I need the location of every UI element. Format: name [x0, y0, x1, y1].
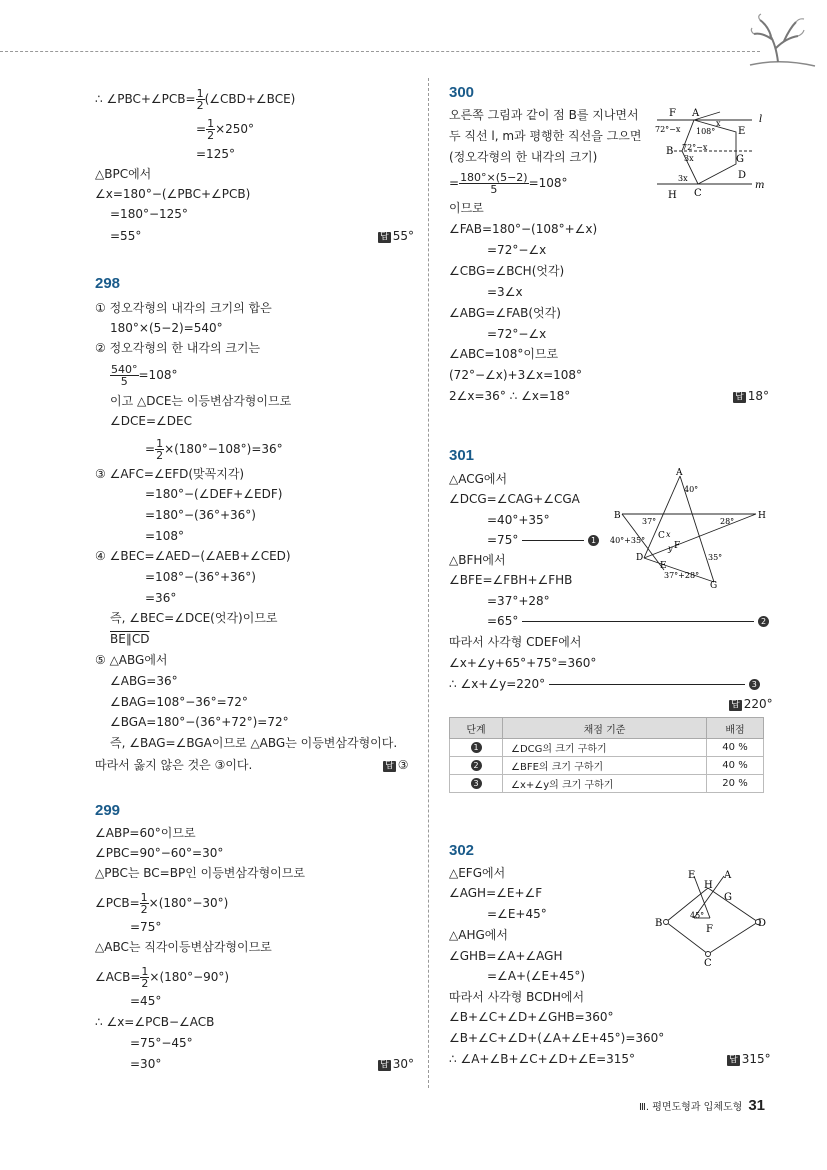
p298-line2: 180°×(5−2)=540° — [110, 321, 223, 335]
svg-text:E: E — [688, 870, 696, 881]
tree-illustration-icon — [740, 10, 820, 72]
scoring-table — [449, 717, 764, 793]
p298-line17: ⑤ △ABG에서 — [95, 653, 168, 667]
page-footer — [639, 1097, 765, 1114]
svg-text:40°+35°: 40°+35° — [610, 536, 646, 545]
p298-line21: 즉, ∠BAG=∠BGA이므로 △ABG는 이등변삼각형이다. — [110, 736, 398, 750]
p299-line3: △PBC는 BC=BP인 이등변삼각형이므로 — [95, 866, 305, 880]
svg-text:x: x — [666, 530, 671, 539]
p298-line11: =108° — [145, 529, 184, 543]
svg-text:H: H — [758, 511, 766, 521]
problem-number-301: 301 — [449, 447, 475, 464]
p301-line10: ∠x+∠y+65°+75°=360° — [449, 656, 597, 670]
p298-line6: ∠DCE=∠DEC — [110, 414, 192, 428]
p300-line3: (정오각형의 한 내각의 크기) — [449, 150, 598, 164]
column-divider — [428, 78, 429, 1088]
p298-line15: 즉, ∠BEC=∠DCE(엇각)이므로 — [110, 611, 278, 625]
table-cell-score: 40 % — [707, 739, 764, 757]
p301-line7: =37°+28° — [487, 594, 550, 608]
p302-line1: △EFG에서 — [449, 866, 506, 880]
p298-line8: ③ ∠AFC=∠EFD(맞꼭지각) — [95, 467, 245, 481]
p300-line2: 두 직선 l, m과 평행한 직선을 그으면 — [449, 129, 642, 143]
p302-line5: ∠GHB=∠A+∠AGH — [449, 949, 563, 963]
p300-line4: = $\frac{180^\circ\times(5-2)}{5}$ =108° — [449, 171, 568, 196]
p300-line12: ∠ABC=108°이므로 — [449, 347, 559, 361]
svg-text:G: G — [736, 154, 744, 165]
p300-line9: =3∠x — [487, 285, 523, 299]
star-angle-diagram — [608, 466, 768, 590]
step-badge: 3 — [471, 778, 482, 789]
p297-line2: = $\frac{1}{2}$ ×250° — [196, 117, 255, 142]
p300-line1: 오른쪽 그림과 같이 점 B를 지나면서 — [449, 108, 639, 122]
p299-line2: ∠PBC=90°−60°=30° — [95, 846, 224, 860]
p298-line20: ∠BGA=180°−(36°+72°)=72° — [110, 715, 289, 729]
p297-answer: 답 55° — [380, 229, 414, 243]
p301-line3: =40°+35° — [487, 513, 550, 527]
svg-text:D: D — [738, 170, 747, 181]
p301-line1: △ACG에서 — [449, 472, 508, 486]
p299-line6: △ABC는 직각이등변삼각형이므로 — [95, 940, 272, 954]
svg-text:G: G — [724, 892, 732, 903]
p302-line6: =∠A+(∠E+45°) — [487, 969, 586, 983]
page-number: 31 — [748, 1097, 765, 1114]
svg-text:72°−x: 72°−x — [655, 125, 681, 134]
table-cell-criterion: ∠x+∠y의 크기 구하기 — [503, 775, 707, 793]
p300-line5: 이므로 — [449, 201, 484, 215]
p298-answer: 답 ③ — [385, 758, 409, 772]
table-cell-score: 20 % — [707, 775, 764, 793]
step-badge: 2 — [471, 760, 482, 771]
p301-line6: ∠BFE=∠FBH+∠FHB — [449, 573, 573, 587]
table-cell-criterion: ∠DCG의 크기 구하기 — [503, 739, 707, 757]
svg-text:B: B — [666, 146, 674, 157]
p298-line18: ∠ABG=36° — [110, 674, 178, 688]
p299-line9: ∴ ∠x=∠PCB−∠ACB — [95, 1015, 215, 1029]
p298-line13: =108°−(36°+36°) — [145, 570, 256, 584]
p300-line7: =72°−∠x — [487, 243, 547, 257]
table-header-step: 단계 — [450, 718, 503, 739]
step-badge: 1 — [471, 742, 482, 753]
svg-text:E: E — [660, 561, 667, 571]
p298-line5: 이고 △DCE는 이등변삼각형이므로 — [110, 394, 292, 408]
p301-line11: ∴ ∠x+∠y=220° 3 — [449, 677, 760, 692]
svg-text:F: F — [669, 108, 676, 119]
p298-line1: ① 정오각형의 내각의 크기의 합은 — [95, 301, 272, 315]
problem-number-302: 302 — [449, 842, 475, 859]
table-cell-score: 40 % — [707, 757, 764, 775]
svg-text:3x: 3x — [678, 174, 688, 183]
p298-line16: BE∥CD — [110, 632, 150, 646]
p302-line4: △AHG에서 — [449, 928, 508, 942]
quadrilateral-star-diagram — [650, 866, 768, 970]
p299-line11: =30° — [130, 1057, 162, 1071]
p302-line7: 따라서 사각형 BCDH에서 — [449, 990, 585, 1004]
p298-line22: 따라서 옳지 않은 것은 ③이다. — [95, 758, 253, 772]
p297-line7: =55° — [110, 229, 142, 243]
p301-line4: =75° 1 — [487, 533, 599, 548]
svg-text:E: E — [738, 126, 746, 137]
p298-line12: ④ ∠BEC=∠AED−(∠AEB+∠CED) — [95, 549, 291, 563]
svg-text:G: G — [710, 581, 718, 590]
svg-text:C: C — [658, 531, 665, 541]
table-header-score: 배점 — [707, 718, 764, 739]
svg-text:35°: 35° — [708, 553, 723, 562]
chapter-title: Ⅲ. 평면도형과 입체도형 — [638, 1102, 743, 1113]
svg-text:37°+28°: 37°+28° — [664, 571, 700, 580]
p299-line7: ∠ACB= $\frac{1}{2}$ ×(180°−90°) — [95, 965, 230, 990]
p298-line9: =180°−(∠DEF+∠EDF) — [145, 487, 283, 501]
svg-text:x: x — [716, 119, 721, 128]
p300-line14: 2∠x=36° ∴ ∠x=18° — [449, 389, 571, 403]
p301-line2: ∠DCG=∠CAG+∠CGA — [449, 492, 580, 506]
p297-line6: =180°−125° — [110, 207, 188, 221]
p298-line7: = $\frac{1}{2}$ ×(180°−108°)=36° — [145, 437, 283, 462]
p300-line8: ∠CBG=∠BCH(엇각) — [449, 264, 565, 278]
pentagon-parallel-lines-diagram — [652, 104, 772, 200]
svg-text:F: F — [706, 924, 713, 935]
p300-line10: ∠ABG=∠FAB(엇각) — [449, 306, 561, 320]
svg-text:C: C — [704, 958, 712, 969]
p298-line4: $\frac{540^\circ}{5}$ =108° — [111, 363, 178, 388]
svg-text:B: B — [614, 511, 621, 521]
p302-line10: ∴ ∠A+∠B+∠C+∠D+∠E=315° — [449, 1052, 636, 1066]
table-header-criterion: 채점 기준 — [503, 718, 707, 739]
p298-line19: ∠BAG=108°−36°=72° — [110, 695, 248, 709]
svg-text:B: B — [655, 918, 663, 929]
table-row — [450, 739, 764, 757]
p300-line11: =72°−∠x — [487, 327, 547, 341]
svg-text:H: H — [704, 880, 713, 891]
svg-text:45°: 45° — [690, 911, 705, 920]
svg-text:D: D — [758, 918, 767, 929]
p299-line10: =75°−45° — [130, 1036, 193, 1050]
p298-line3: ② 정오각형의 한 내각의 크기는 — [95, 341, 261, 355]
p302-line8: ∠B+∠C+∠D+∠GHB=360° — [449, 1010, 614, 1024]
p299-answer: 답 30° — [380, 1057, 414, 1071]
svg-text:108°: 108° — [696, 127, 716, 136]
p297-line4: △BPC에서 — [95, 167, 152, 181]
p299-line8: =45° — [130, 994, 162, 1008]
p297-line5: ∠x=180°−(∠PBC+∠PCB) — [95, 187, 251, 201]
svg-text:H: H — [668, 190, 677, 200]
table-row — [450, 775, 764, 793]
svg-text:40°: 40° — [684, 485, 699, 494]
header-rule — [0, 51, 760, 52]
p300-answer: 답 18° — [735, 389, 769, 403]
svg-text:A: A — [676, 468, 683, 478]
p297-line1: ∴ ∠PBC+∠PCB= $\frac{1}{2}$ (∠CBD+∠BCE) — [95, 87, 296, 112]
p301-answer: 답 220° — [731, 697, 773, 711]
problem-number-298: 298 — [95, 275, 121, 292]
svg-text:D: D — [636, 553, 644, 563]
svg-text:3x: 3x — [684, 154, 694, 163]
p301-line8: =65° 2 — [487, 614, 769, 629]
p300-line6: ∠FAB=180°−(108°+∠x) — [449, 222, 598, 236]
p302-line2: ∠AGH=∠E+∠F — [449, 886, 543, 900]
problem-number-300: 300 — [449, 84, 475, 101]
p300-line13: (72°−∠x)+3∠x=108° — [449, 368, 583, 382]
table-row — [450, 757, 764, 775]
p301-line9: 따라서 사각형 CDEF에서 — [449, 635, 582, 649]
p298-line14: =36° — [145, 591, 177, 605]
svg-text:A: A — [724, 870, 732, 881]
svg-text:l: l — [759, 114, 763, 125]
p302-line9: ∠B+∠C+∠D+(∠A+∠E+45°)=360° — [449, 1031, 665, 1045]
svg-text:A: A — [692, 108, 700, 119]
p302-answer: 답 315° — [729, 1052, 771, 1066]
svg-text:m: m — [755, 180, 765, 191]
p298-line10: =180°−(36°+36°) — [145, 508, 256, 522]
p299-line5: =75° — [130, 920, 162, 934]
svg-text:C: C — [694, 188, 702, 199]
p302-line3: =∠E+45° — [487, 907, 547, 921]
svg-text:37°: 37° — [642, 517, 657, 526]
table-cell-criterion: ∠BFE의 크기 구하기 — [503, 757, 707, 775]
p299-line1: ∠ABP=60°이므로 — [95, 826, 196, 840]
svg-text:72°−x: 72°−x — [682, 143, 708, 152]
svg-text:y: y — [668, 544, 673, 553]
svg-text:28°: 28° — [720, 517, 735, 526]
p301-line5: △BFH에서 — [449, 553, 506, 567]
problem-number-299: 299 — [95, 802, 121, 819]
p297-line3: =125° — [196, 147, 235, 161]
p299-line4: ∠PCB= $\frac{1}{2}$ ×(180°−30°) — [95, 891, 229, 916]
svg-text:F: F — [674, 541, 681, 551]
